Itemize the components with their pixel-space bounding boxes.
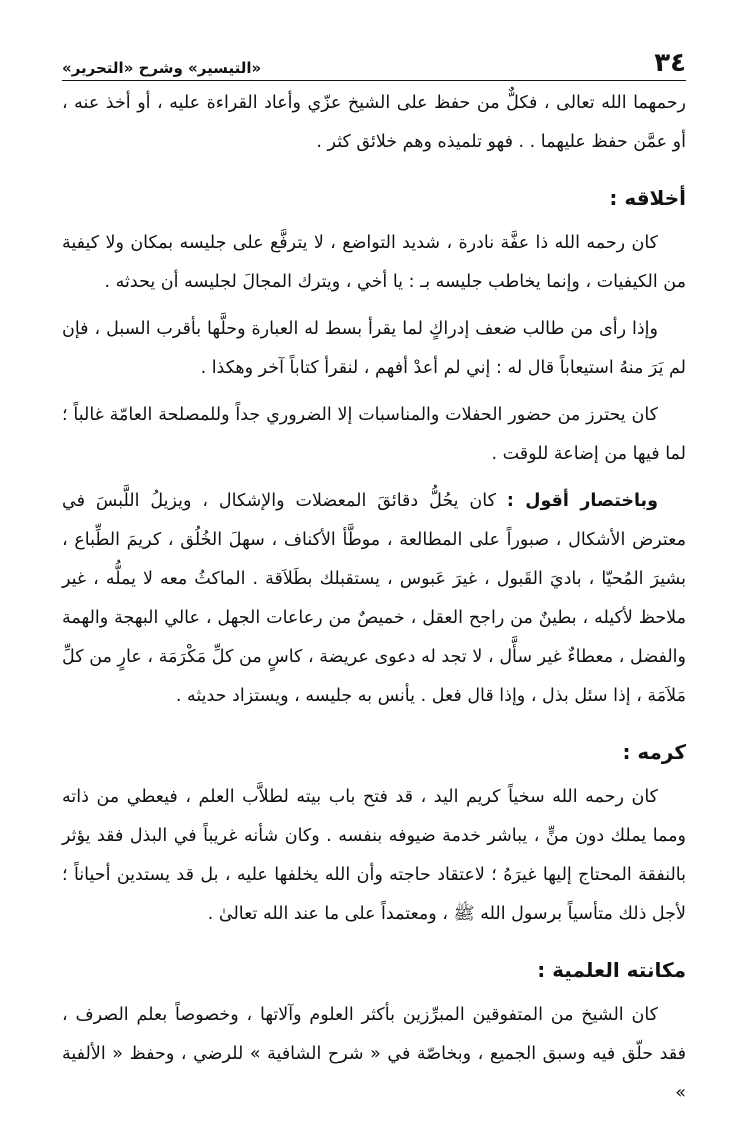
- paragraph-akhlaq-2: وإذا رأى من طالب ضعف إدراكٍ لما يقرأ بسط له العبارة وحلَّها بأقرب السبل ، فإن لم يَرَ منهُ استيعاباً قال له : إني لم أعدْ أفهم ، لنقرأ كتاباً آخر وهكذا .: [62, 319, 686, 378]
- paragraph-karam: كان رحمه الله سخياً كريم اليد ، قد فتح باب بيته لطلاَّب العلم ، فيعطي من ذاته ومما يملك دون منٍّ ، يباشر خدمة ضيوفه بنفسه . وكان شأنه غريباً في البذل فقد يؤثر بالنفقة المحتاج إليها غيرَهُ ؛ لاعتقاد حاجته وأن الله يخلفها عليه ، بل قد يستدين أحياناً ؛ لأجل ذلك متأسياً برسول الله ﷺ ، ومعتمداً على ما عند الله تعالىٰ .: [62, 787, 686, 924]
- running-title: «التيسير» وشرح «التحرير»: [62, 59, 262, 77]
- page-number: ٣٤: [654, 48, 686, 78]
- section-heading-makana: مكانته العلمية :: [537, 958, 686, 982]
- summary-text: كان يحُلُّ دقائقَ المعضلات والإشكال ، ويزيلُ اللَّبسَ في معترض الأشكال ، صبوراً على المطالعة ، موطَّأ الأكناف ، سهلَ الخُلُق ، كريمَ الطِّباع ، بشيرَ المُحيّا ، باديَ القَبول ، غيرَ عَبوس ، يستقبلك بطَلاَقة . الماكثُ معه لا يملُّه ، غير ملاحظ لأكيله ، بطينٌ من راجح العقل ، خميصٌ من رعاعات الجهل ، عالي البهجة والهمة والفضل ، معطاءٌ غير سأَّل ، لا تجد له دعوى عريضة ، كاسٍ من كلِّ مَكْرَمَة ، عارٍ من كلِّ مَلاَمَة ، إذا سئل بذل ، وإذا قال فعل . يأنس به جليسه ، ويستزاد حديثه .: [62, 491, 686, 706]
- page-header: [62, 40, 686, 81]
- summary-lead: وباختصار أقول :: [506, 491, 658, 511]
- paragraph-akhlaq-1: كان رحمه الله ذا عفَّة نادرة ، شديد التواضع ، لا يترفَّع على جليسه بمكان ولا كيفية من الكيفيات ، وإنما يخاطب جليسه بـ : يا أخي ، ويترك المجالَ لجليسه أن يحدثه .: [62, 233, 686, 292]
- paragraph-akhlaq-3: كان يحترز من حضور الحفلات والمناسبات إلا الضروري جداً وللمصلحة العامّة غالباً ؛ لما فيها من إضاعة للوقت .: [62, 405, 686, 464]
- paragraph-akhlaq-summary: [62, 482, 686, 716]
- section-heading-karam: كرمه :: [622, 740, 686, 764]
- paragraph-makana: كان الشيخ من المتفوقين المبرِّزين بأكثر العلوم وآلاتها ، وخصوصاً بعلم الصرف ، فقد حلّق فيه وسبق الجميع ، وبخاصّة في « شرح الشافية » للرضي ، وحفظ « الألفية »: [62, 1005, 686, 1103]
- page-body: [62, 84, 686, 1121]
- section-heading-akhlaq: أخلاقه :: [609, 186, 686, 210]
- paragraph-continuation: رحمهما الله تعالى ، فكلٌّ من حفظ على الشيخ عزّي وأعاد القراءة عليه ، أو أخذ عنه ، أو عمَّن حفظ عليهما . . فهو تلميذه وهم خلائق كثر .: [62, 93, 686, 152]
